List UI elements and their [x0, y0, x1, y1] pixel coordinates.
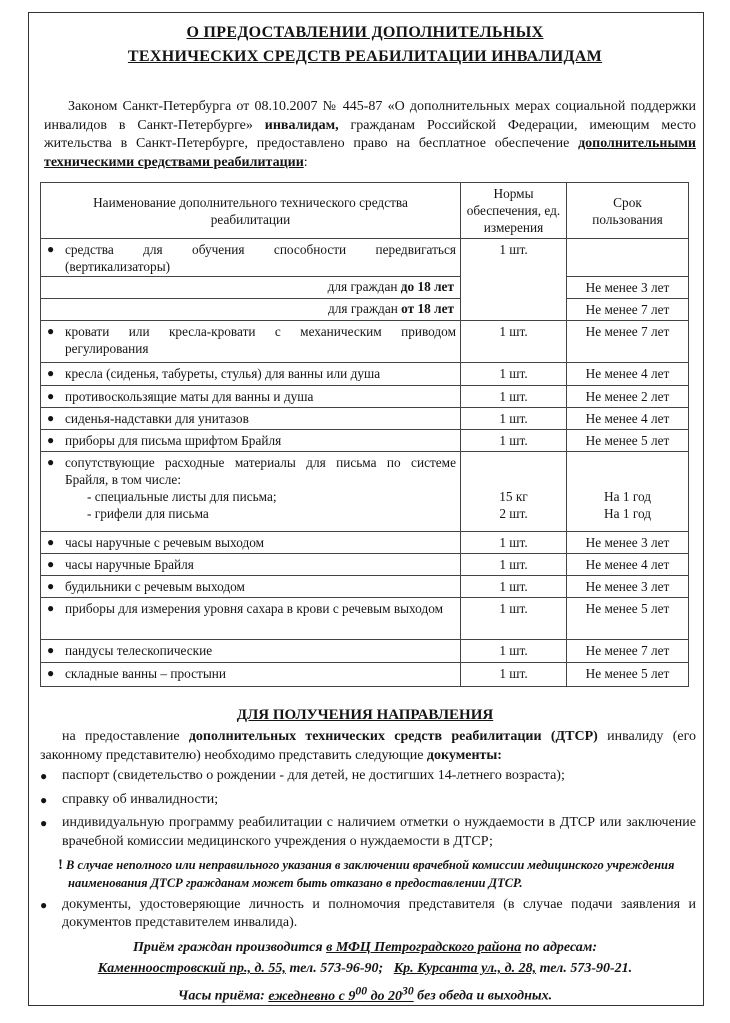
warning-note: ! В случае неполного или неправильного указания в заключении врачебной комиссии медицинского учреждения наименования ДТСР гражданам может быть отказано в предоставлении ДТСР. — [58, 856, 675, 890]
bullet-icon: ● — [47, 557, 55, 571]
bullet-icon: ● — [47, 324, 55, 338]
row-name: будильники с речевым выходом — [65, 579, 245, 594]
table-row — [41, 663, 689, 687]
bullet-icon: ● — [47, 643, 55, 657]
row-term: Не менее 4 лет — [567, 408, 689, 430]
exclamation-icon: ! — [58, 856, 63, 873]
bullet-icon: ● — [47, 242, 55, 256]
title-line-1: О ПРЕДОСТАВЛЕНИИ ДОПОЛНИТЕЛЬНЫХ — [186, 24, 544, 41]
table-row — [41, 277, 689, 299]
row-term: Не менее 5 лет — [567, 663, 689, 687]
row-name: сопутствующие расходные материалы для письма по системе Брайля, в том числе: — [65, 455, 456, 487]
footer-line-1: Приём граждан производится в МФЦ Петроградского района по адресам: — [132, 940, 598, 955]
title-line-2: ТЕХНИЧЕСКИХ СРЕДСТВ РЕАБИЛИТАЦИИ ИНВАЛИДАМ — [127, 48, 603, 65]
row-term: Не менее 3 лет — [567, 277, 689, 299]
documents-section — [40, 728, 696, 933]
row-term: Не менее 5 лет — [567, 598, 689, 640]
table-row — [41, 239, 689, 277]
bullet-icon: ● — [47, 411, 55, 425]
row-norm: 1 шт. — [461, 321, 567, 363]
list-item: ● индивидуальную программу реабилитации с наличием отметки о нуждаемости в ДТСР или заключение врачебной комиссии медицинского учреждения о нуждаемости в ДТСР; — [40, 814, 696, 851]
row-norm: 1 шт. — [461, 598, 567, 640]
row-term: Не менее 3 лет — [567, 576, 689, 598]
row-term: На 1 год — [604, 506, 651, 521]
row-term: Не менее 5 лет — [567, 430, 689, 452]
row-subitem: - грифели для письма — [87, 506, 209, 521]
row-norm: 1 шт. — [461, 640, 567, 663]
row-term: Не менее 3 лет — [567, 532, 689, 554]
row-term: На 1 год — [604, 489, 651, 504]
row-norm: 1 шт. — [461, 408, 567, 430]
documents-intro: на предоставление дополнительных технических средств реабилитации (ДТСР) инвалиду (его законному представителю) необходимо представить следующие документы: — [40, 729, 696, 763]
phone-2: тел. 573-90-21. — [536, 961, 633, 976]
table-row — [41, 576, 689, 598]
bullet-icon: ● — [40, 897, 48, 912]
row-name: кровати или кресла-кровати с механическим приводом регулирования — [65, 324, 456, 356]
row-name: приборы для измерения уровня сахара в крови с речевым выходом — [65, 601, 444, 616]
row-norm: 2 шт. — [499, 506, 528, 521]
bullet-icon: ● — [47, 455, 55, 469]
row-norm: 1 шт. — [461, 663, 567, 687]
bullet-icon: ● — [47, 389, 55, 403]
row-name: часы наручные с речевым выходом — [65, 535, 265, 550]
intro-text-1: Законом Санкт-Петербурга от 08.10.2007 № 445-87 «О дополнительных мерах социальной поддержки инвалидов в Санкт-Петербурге» — [44, 99, 696, 133]
list-item: ● справку об инвалидности; — [40, 791, 696, 810]
row-name: часы наручные Брайля — [65, 557, 194, 572]
row-norm: 15 кг — [499, 489, 528, 504]
row-name: сиденья-надставки для унитазов — [65, 411, 249, 426]
header-term: Срок пользования — [567, 183, 689, 239]
address-1: Каменноостровский пр., д. 55, — [97, 961, 286, 976]
devices-table — [40, 182, 689, 687]
intro-bold-1: инвалидам, — [264, 117, 339, 133]
row-norm: 1 шт. — [461, 532, 567, 554]
bullet-icon: ● — [40, 792, 48, 807]
row-term: Не менее 7 лет — [567, 640, 689, 663]
table-row — [41, 452, 689, 532]
row-name: складные ванны – простыни — [65, 666, 227, 681]
row-norm: 1 шт. — [461, 554, 567, 576]
list-item: ● паспорт (свидетельство о рождении - для детей, не достигших 14-летнего возраста); — [40, 767, 696, 786]
bullet-icon: ● — [40, 816, 48, 831]
row-norm: 1 шт. — [461, 363, 567, 386]
row-name: пандусы телескопические — [65, 643, 213, 658]
table-row — [41, 598, 689, 640]
header-name: Наименование дополнительного технического средства реабилитации — [41, 183, 461, 239]
address-2: Кр. Курсанта ул., д. 28, — [393, 961, 537, 976]
table-row — [41, 321, 689, 363]
row-name: противоскользящие маты для ванны и душа — [65, 389, 314, 404]
row-term: Не менее 4 лет — [567, 363, 689, 386]
row-term: Не менее 7 лет — [567, 299, 689, 321]
table-header-row — [41, 183, 689, 239]
table-row — [41, 408, 689, 430]
row-norm: 1 шт. — [461, 430, 567, 452]
table-row — [41, 299, 689, 321]
row-norm: 1 шт. — [461, 239, 567, 321]
table-row — [41, 640, 689, 663]
bullet-icon: ● — [47, 366, 55, 380]
bullet-icon: ● — [47, 666, 55, 680]
bullet-icon: ● — [47, 579, 55, 593]
row-norm: 1 шт. — [461, 386, 567, 408]
section-heading: ДЛЯ ПОЛУЧЕНИЯ НАПРАВЛЕНИЯ — [236, 707, 494, 723]
row-name: средства для обучения способности передвигаться (вертикализаторы) — [65, 242, 456, 274]
table-row — [41, 430, 689, 452]
row-subname: для граждан до 18 лет — [41, 277, 461, 299]
bullet-icon: ● — [47, 535, 55, 549]
table-row — [41, 554, 689, 576]
header-norm: Нормы обеспечения, ед. измерения — [461, 183, 567, 239]
table-row — [41, 532, 689, 554]
row-term: Не менее 7 лет — [567, 321, 689, 363]
row-term: Не менее 2 лет — [567, 386, 689, 408]
list-item: ● документы, удостоверяющие личность и полномочия представителя (в случае подачи заявления и документов представителем инвалида). — [40, 896, 696, 933]
phone-1: тел. 573-96-90; — [285, 961, 384, 976]
row-name: приборы для письма шрифтом Брайля — [65, 433, 282, 448]
intro-bold-2: дополнительными техническими средствами реабилитации — [44, 136, 696, 170]
row-name: кресла (сиденья, табуреты, стулья) для ванны или душа — [65, 366, 381, 381]
table-row — [41, 386, 689, 408]
bullet-icon: ● — [47, 433, 55, 447]
intro-text-2: гражданам Российской Федерации, имеющим место жительства в Санкт-Петербурге, предоставлено право на бесплатное обеспечение — [44, 117, 696, 151]
footer-addresses — [0, 961, 730, 977]
intro-paragraph — [44, 98, 696, 172]
row-subitem: - специальные листы для письма; — [87, 489, 277, 504]
row-norm: 1 шт. — [461, 576, 567, 598]
row-term: Не менее 4 лет — [567, 554, 689, 576]
footer-hours: Часы приёма: ежедневно с $9^{00}$ до $20^{30}$ без обеда и выходных. — [177, 984, 553, 1004]
table-row — [41, 363, 689, 386]
bullet-icon: ● — [40, 769, 48, 784]
bullet-icon: ● — [47, 601, 55, 615]
intro-text-3: : — [303, 154, 308, 170]
row-subname: для граждан от 18 лет — [41, 299, 461, 321]
